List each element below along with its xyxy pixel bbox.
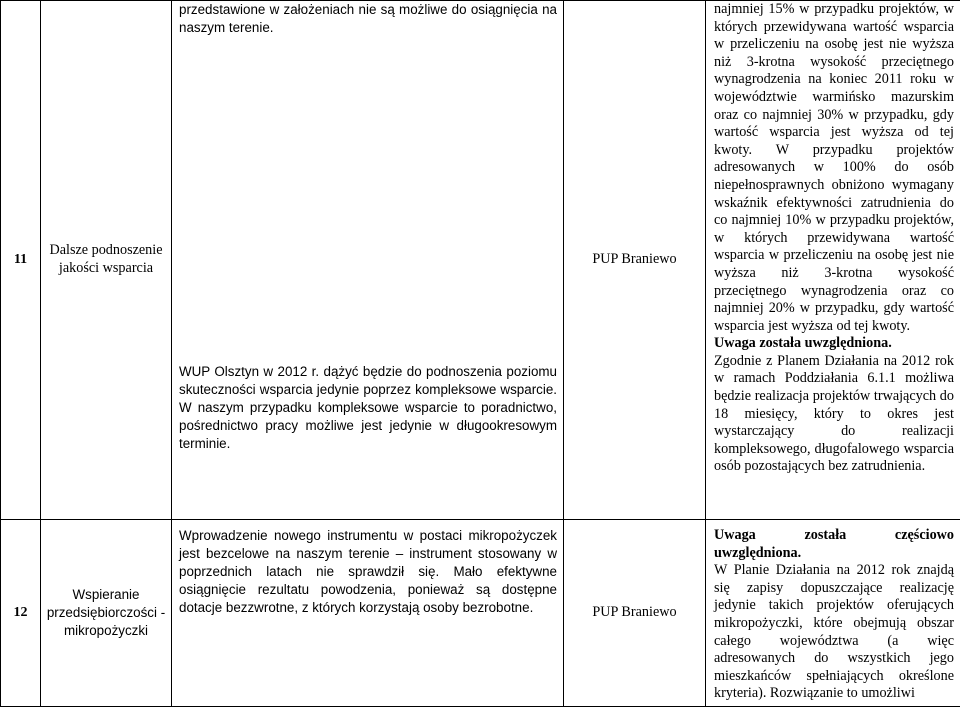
response-continued-text: najmniej 15% w przypadku projektów, w których przewidywana wartość wsparcia w przeliczeniu na osobę jest nie wyższa niż 3-krotna wysokość przeciętnego wynagrodzenia na koniec 2011 roku w województwie warmińsko mazurskim oraz co najmniej 30% w przypadku, gdy wartość wsparcia jest wyższa od tej kwoty. W przypadku projektów adresowanych w 100% do osób niepełnosprawnych obniżono wymagany wskaźnik efektywności zatrudnienia do co najmniej 10% w przypadku projektów, w których przewidywana wartość wsparcia w przeliczeniu na osobę jest nie wyższa niż 3-krotna wysokość przeciętnego wynagrodzenia oraz co najmniej 20% w przypadku, gdy wartość wsparcia jest wyższa od tej kwoty.: [714, 1, 954, 335]
comment-cell: [172, 1, 564, 520]
organization-cell: PUP Braniewo: [564, 1, 706, 520]
row-number: 12: [1, 520, 41, 707]
response-text: W Planie Działania na 2012 rok znajdą się zapisy dopuszczające realizację jedynie takich projektów oferujących mikropożyczki, które obejmują obszar całego województwa (a więc adresowanych do wszystkich jego mieszkańców spełniających określone kryteria). Rozwiązanie to umożliwi: [714, 562, 954, 703]
response-cell: [706, 520, 960, 707]
comment-cell: [172, 520, 564, 707]
topic-cell: [41, 520, 172, 707]
topic-text: Dalsze podnoszenie jakości wsparcia: [41, 242, 171, 277]
response-cell: [706, 1, 960, 520]
comment-text: Wprowadzenie nowego instrumentu w postaci mikropożyczek jest bezcelowe na naszym terenie – instrument stosowany w poprzednich latach nie sprawdził się. Mało efektywne osiągnięcie rezultatu powodzenia, ponieważ są dostępne dotacje bezzwrotne, z których korzystają osoby bezrobotne.: [179, 527, 557, 617]
response-block: [714, 1, 954, 476]
table-row: [1, 1, 960, 520]
row-number: 11: [1, 1, 41, 520]
organization-cell: PUP Braniewo: [564, 520, 706, 707]
comment-continued-text: przedstawione w założeniach nie są możliwe do osiągnięcia na naszym terenie.: [179, 1, 557, 37]
response-text: Zgodnie z Planem Działania na 2012 rok w ramach Poddziałania 6.1.1 możliwa będzie realizacja projektów trwających do 18 miesięcy, który to okres jest wystarczający do realizacji kompleksowego, długofalowego wsparcia osób pozostających bez zatrudnienia.: [714, 353, 954, 476]
topic-text: Wspieranie przedsiębiorczości - mikropożyczki: [41, 586, 171, 640]
table-row: [1, 520, 960, 707]
topic-cell: [41, 1, 172, 520]
response-heading: Uwaga została częściowo uwzględniona.: [714, 527, 954, 562]
response-heading: Uwaga została uwzględniona.: [714, 335, 954, 353]
response-block: [714, 527, 954, 703]
comment-text: WUP Olsztyn w 2012 r. dążyć będzie do podnoszenia poziomu skuteczności wsparcia jedynie poprzez kompleksowe wsparcie. W naszym przypadku kompleksowe wsparcie to poradnictwo, pośrednictwo pracy możliwe jest jedynie w długookresowym terminie.: [179, 363, 557, 453]
